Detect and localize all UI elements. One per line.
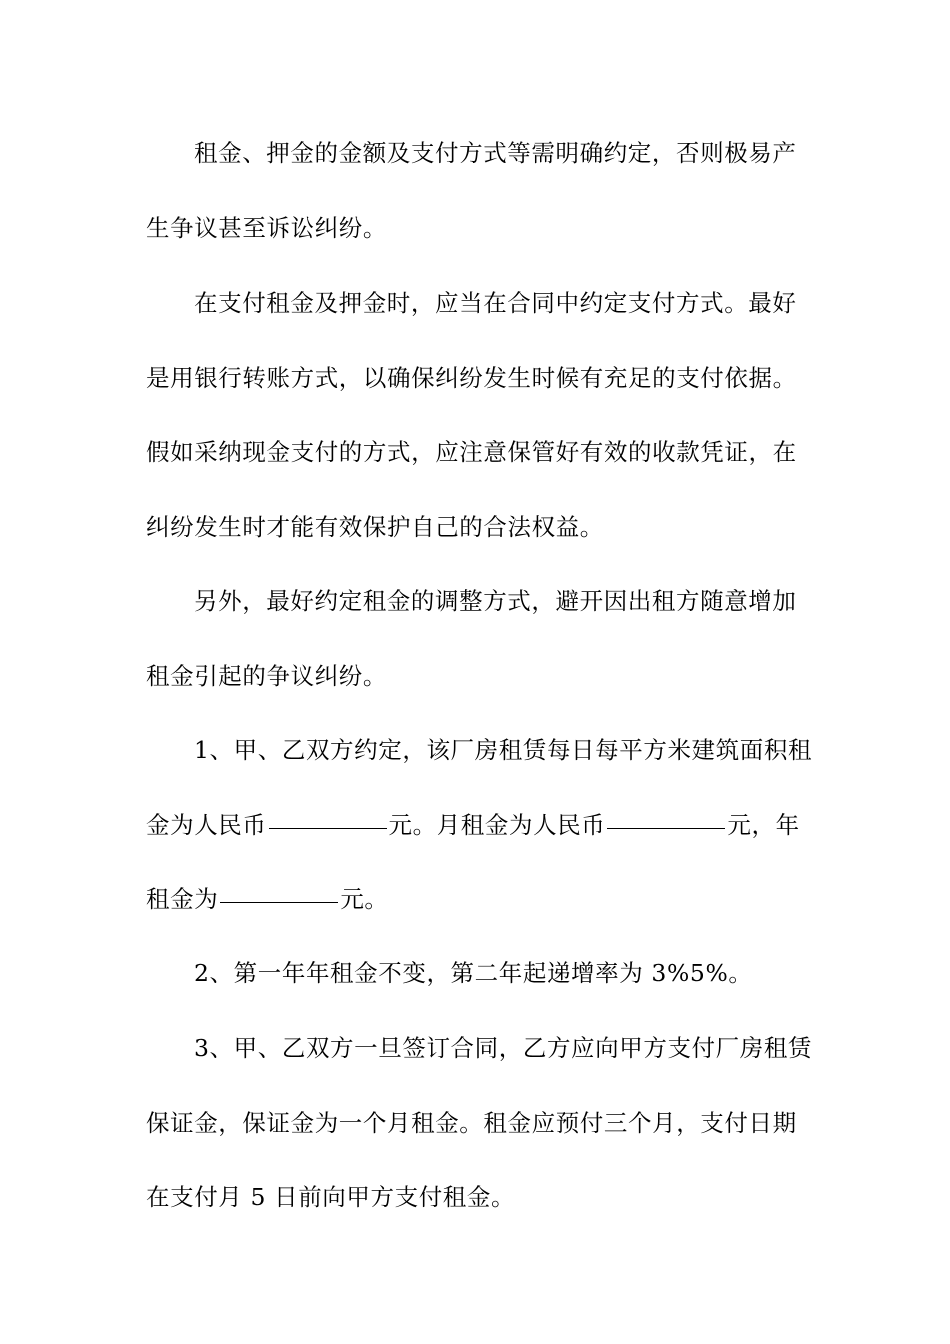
paragraph-line: 租金引起的争议纠纷。	[146, 662, 387, 690]
paragraph-line: 在支付租金及押金时，应当在合同中约定支付方式。最好	[194, 289, 797, 317]
monthly-rent-blank	[607, 827, 725, 829]
rent-text-3: 元，年	[727, 811, 800, 839]
annual-text-2: 元。	[340, 885, 389, 913]
rent-text-1: 金为人民币	[146, 811, 267, 839]
paragraph-line: 1、甲、乙双方约定，该厂房租赁每日每平方米建筑面积租	[194, 736, 813, 764]
annual-rent-line	[146, 884, 389, 914]
paragraph-line: 是用银行转账方式，以确保纠纷发生时候有充足的支付依据。	[146, 364, 797, 392]
paragraph-line: 保证金，保证金为一个月租金。租金应预付三个月，支付日期	[146, 1109, 797, 1137]
paragraph-line: 租金、押金的金额及支付方式等需明确约定，否则极易产	[194, 139, 797, 167]
annual-text-1: 租金为	[146, 885, 219, 913]
paragraph-line: 3、甲、乙双方一旦签订合同，乙方应向甲方支付厂房租赁	[194, 1034, 813, 1062]
annual-rent-blank	[220, 901, 338, 903]
paragraph-line: 纠纷发生时才能有效保护自己的合法权益。	[146, 513, 604, 541]
paragraph-line: 另外，最好约定租金的调整方式，避开因出租方随意增加	[194, 587, 797, 615]
paragraph-line: 生争议甚至诉讼纠纷。	[146, 214, 387, 242]
daily-rent-blank	[269, 827, 387, 829]
paragraph-line: 在支付月 5 日前向甲方支付租金。	[146, 1183, 516, 1211]
rent-amount-line	[146, 810, 800, 840]
rent-text-2: 元。月租金为人民币	[388, 811, 606, 839]
paragraph-line: 2、第一年年租金不变，第二年起递增率为 3%5%。	[194, 959, 753, 987]
paragraph-line: 假如采纳现金支付的方式，应注意保管好有效的收款凭证，在	[146, 438, 797, 466]
